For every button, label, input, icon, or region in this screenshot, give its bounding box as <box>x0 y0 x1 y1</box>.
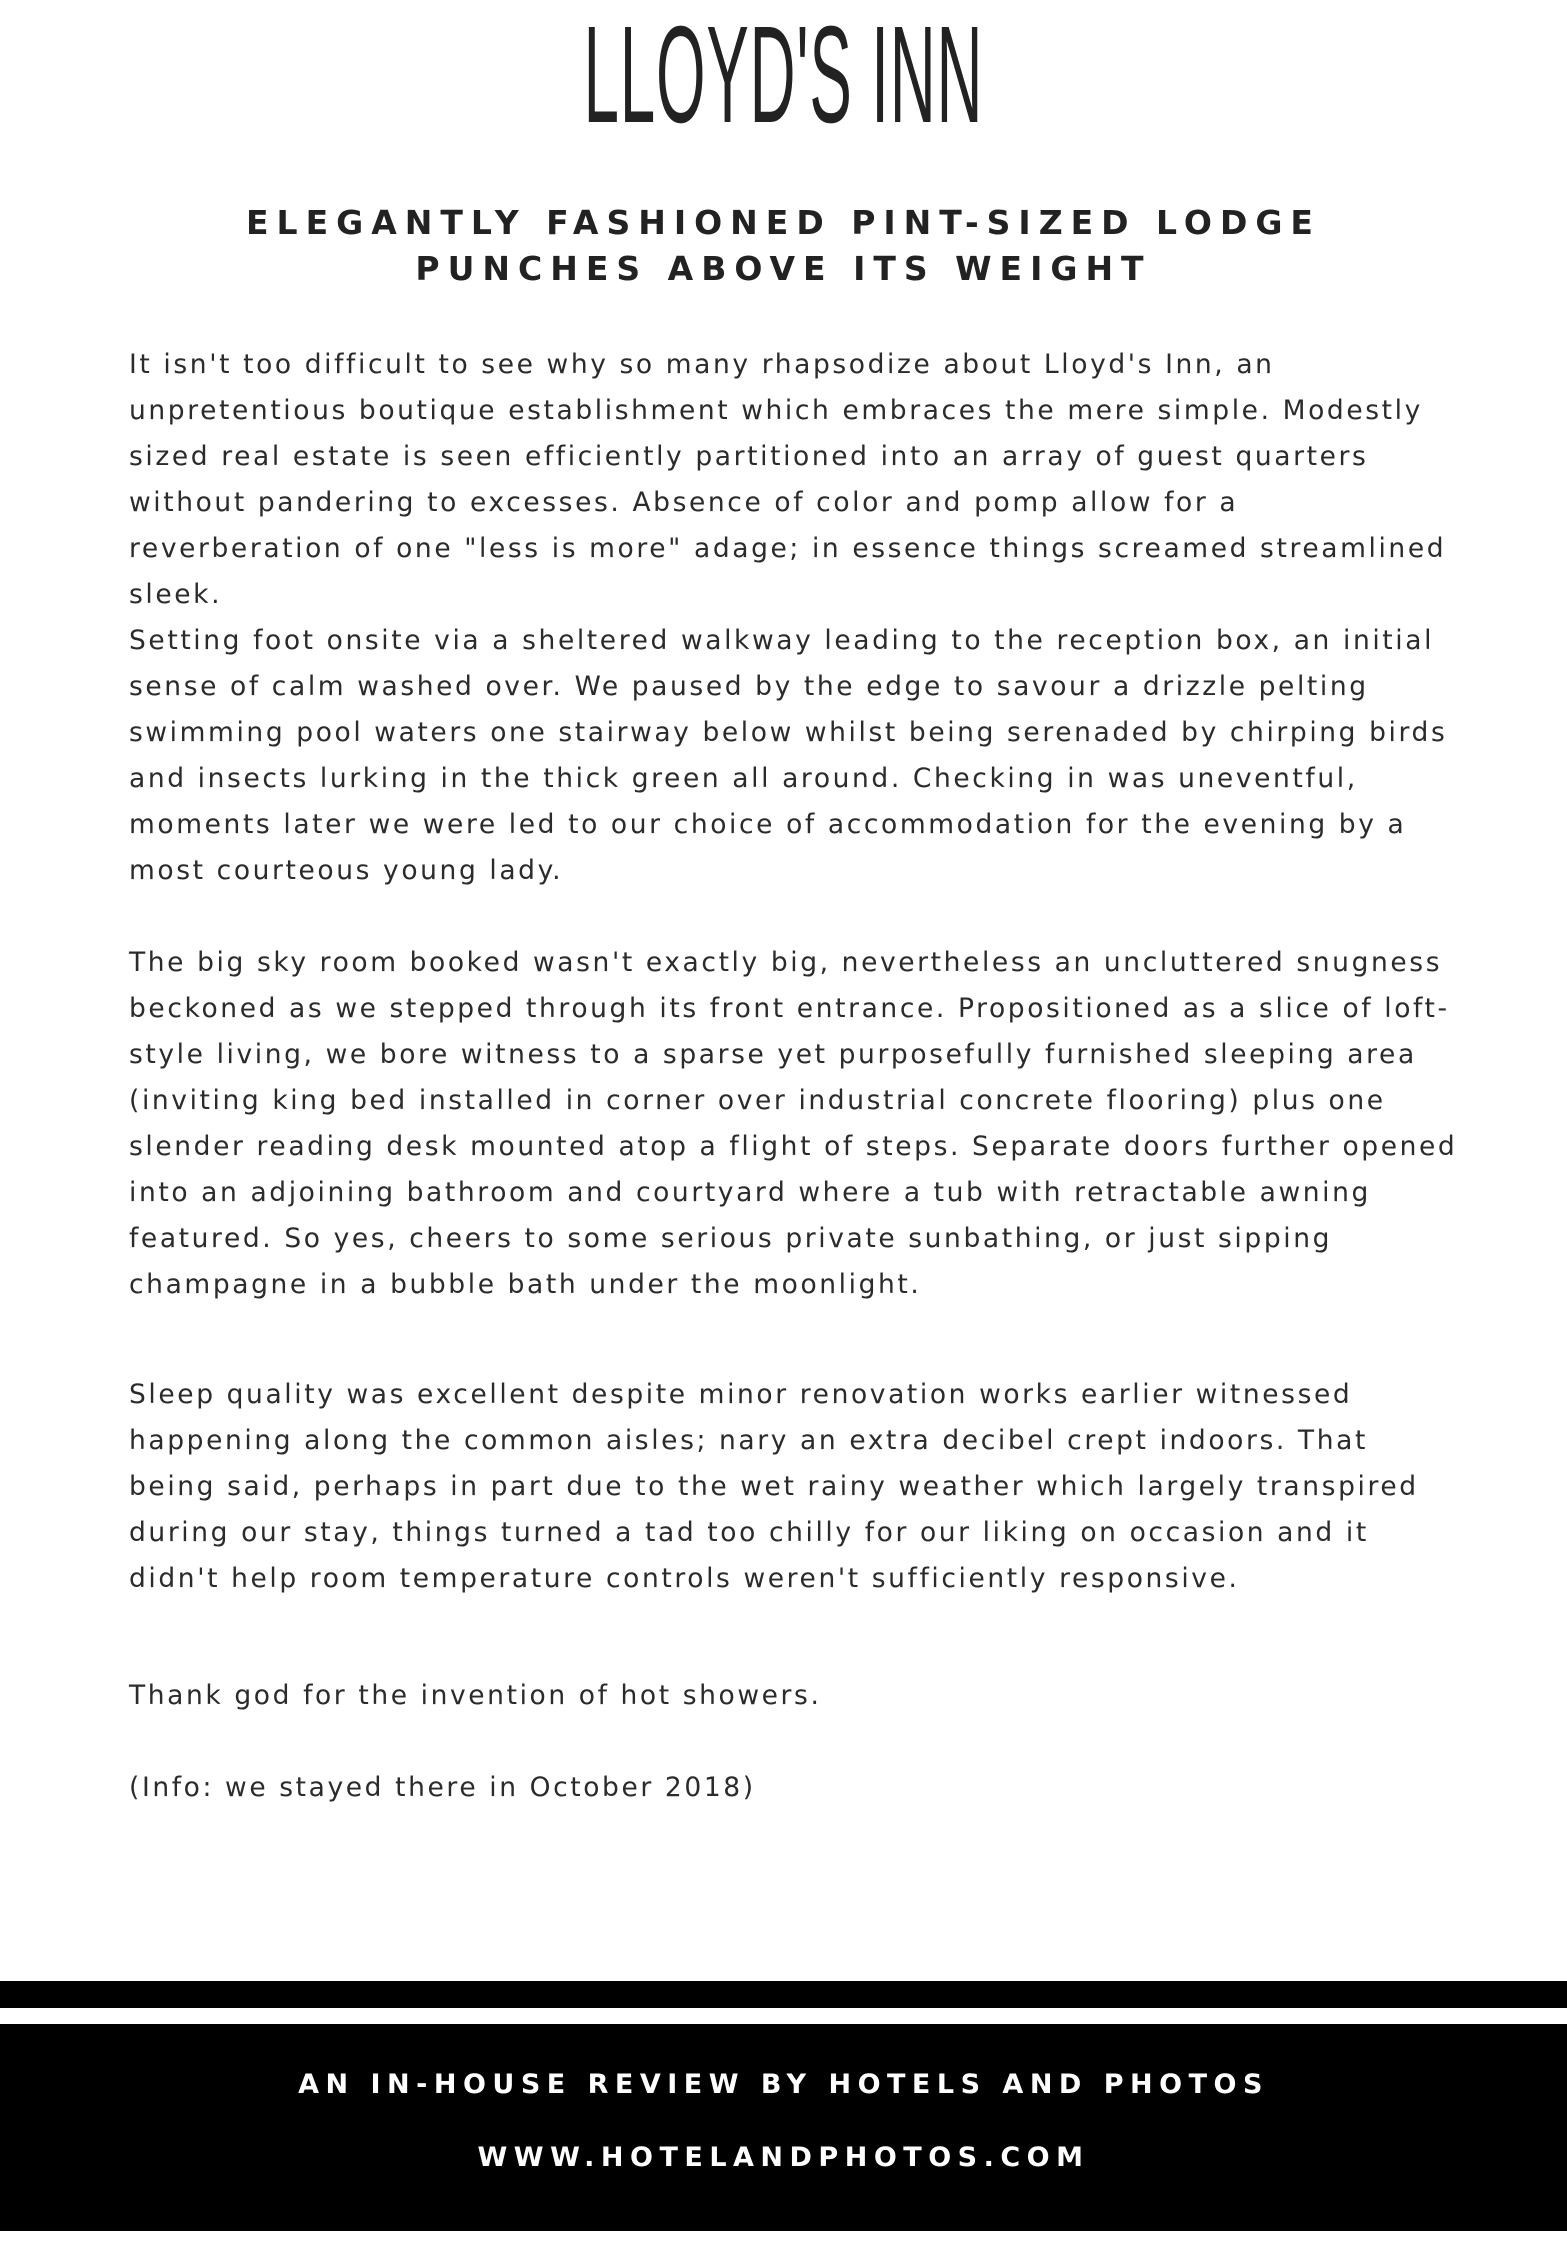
article-subtitle: ELEGANTLY FASHIONED PINT-SIZED LODGE PUNCHES ABOVE ITS WEIGHT <box>246 203 1321 288</box>
article-paragraph-intro: It isn't too difficult to see why so many rhapsodize about Lloyd's Inn, an unpretentious boutique establishment which embraces the mere simple. Modestly sized real estate is seen efficiently partitioned into an array of guest quarters without pandering to excesses. Absence of color and pomp allow for a reverberation of one "less is more" adage; in essence things screamed streamlined sleek. <box>129 349 1447 610</box>
article-paragraph-closing: Thank god for the invention of hot showers. <box>129 1680 822 1711</box>
footer-website-link[interactable]: WWW.HOTELANDPHOTOS.COM <box>477 2142 1090 2173</box>
article-paragraph-room: The big sky room booked wasn't exactly big, nevertheless an uncluttered snugness beckoned as we stepped through its front entrance. Propositioned as a slice of loft-style living, we bore witness to a sparse yet purposefully furnished sleeping area (inviting king bed installed in corner over industrial concrete flooring) plus one slender reading desk mounted atop a flight of steps. Separate doors further opened into an adjoining bathroom and courtyard where a tub with retractable awning featured. So yes, cheers to some serious private sunbathing, or just sipping champagne in a bubble bath under the moonlight. <box>129 947 1458 1300</box>
article-paragraph-sleep: Sleep quality was excellent despite minor renovation works earlier witnessed happening along the common aisles; nary an extra decibel crept indoors. That being said, perhaps in part due to the wet rainy weather which largely transpired during our stay, things turned a tad too chilly for our liking on occasion and it didn't help room temperature controls weren't sufficiently responsive. <box>129 1379 1419 1594</box>
article-paragraph-info: (Info: we stayed there in October 2018) <box>129 1772 756 1803</box>
article-paragraph-arrival: Setting foot onsite via a sheltered walkway leading to the reception box, an initial sense of calm washed over. We paused by the edge to savour a drizzle pelting swimming pool waters one stairway below whilst being serenaded by chirping birds and insects lurking in the thick green all around. Checking in was uneventful, moments later we were led to our choice of accommodation for the evening by a most courteous young lady. <box>129 625 1448 886</box>
footer-credit: AN IN-HOUSE REVIEW BY HOTELS AND PHOTOS <box>298 2069 1269 2100</box>
footer-divider-stripe <box>0 1981 1567 2008</box>
footer-banner <box>0 2024 1567 2231</box>
page-title: LLOYD'S INN <box>583 0 984 152</box>
